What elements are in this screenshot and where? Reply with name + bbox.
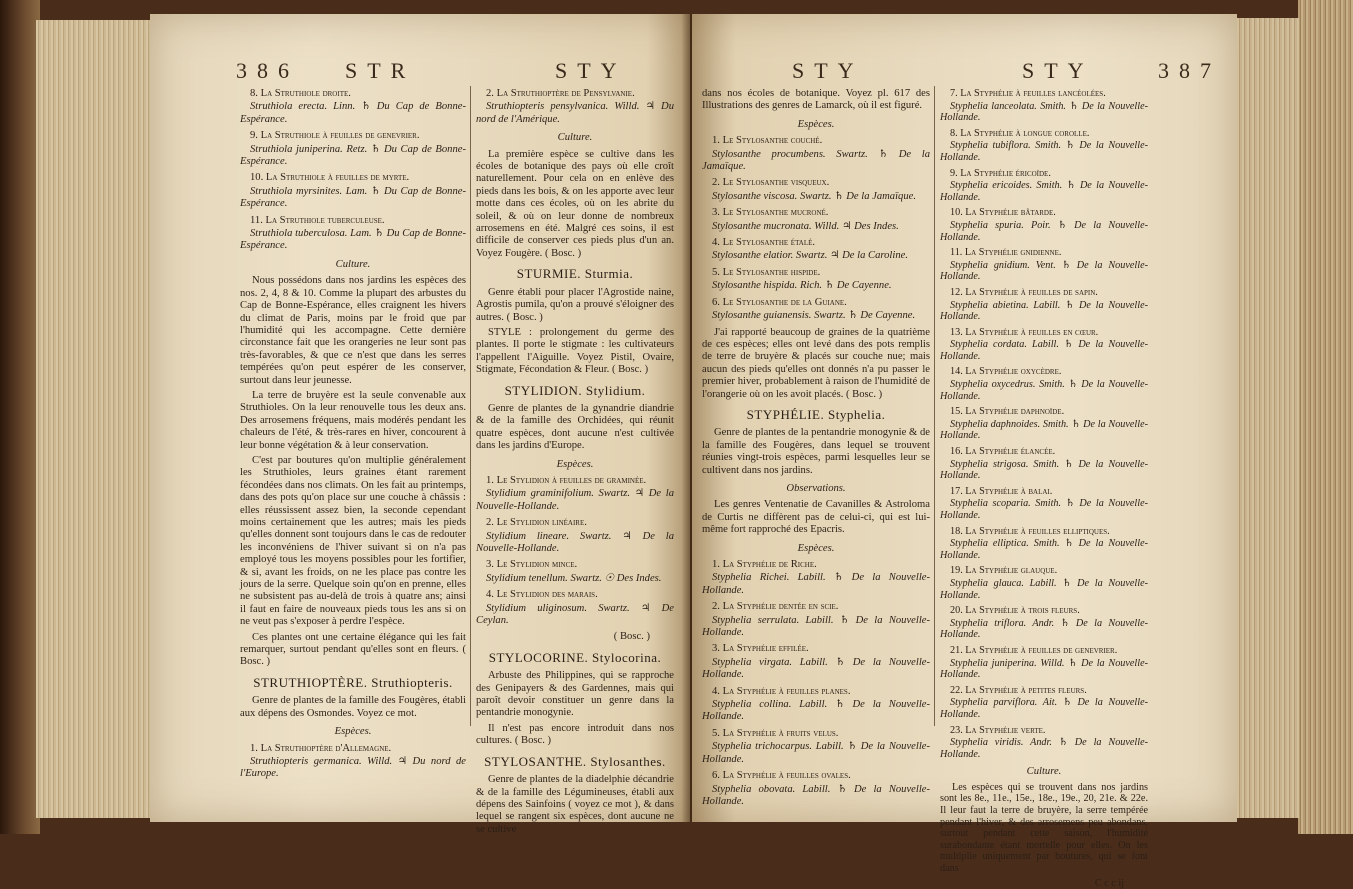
species-latin: Styphelia trichocarpus. Labill. ♄ De la Nouvelle-Hollande. <box>702 741 930 765</box>
culture-heading: Culture. <box>1026 766 1062 778</box>
species-entry: 6. Le Stylosanthe de la Guiane. <box>712 296 847 308</box>
species-latin: Styphelia gnidium. Vent. ♄ De la Nouvelle-Hollande. <box>940 259 1148 283</box>
stylocorine-body: Arbuste des Philippines, qui se rapproche des Genipayers & des Gardennes, mais qui paroît devoir constituer un genre dans la pentandrie monogynie. <box>476 670 674 719</box>
species-latin: Styphelia glauca. Labill. ♄ De la Nouvelle-Hollande. <box>940 577 1148 601</box>
species-entry: 10. La Styphélie bâtarde. <box>950 207 1056 219</box>
species-entry: 1. Le Stylidion à feuilles de graminée. <box>486 474 647 486</box>
species-latin: Styphelia daphnoides. Smith. ♄ De la Nouvelle-Hollande. <box>940 418 1148 442</box>
species-latin: Styphelia parviflora. Ait. ♄ De la Nouvelle-Hollande. <box>940 697 1148 720</box>
species-entry: 4. Le Stylosanthe étalé. <box>712 237 816 249</box>
continued-text: dans nos écoles de botanique. Voyez pl. 617 des Illustrations des genres de Lamarck, où il est figuré. <box>702 88 930 112</box>
sturmie-body: Genre établi pour placer l'Agrostide naine, Agrostis pumila, qu'on a prouvé s'éloigner des autres. ( Bosc. ) <box>476 286 674 323</box>
page-stack-left <box>36 20 152 818</box>
stylidion-body: Genre de plantes de la gynandrie diandrie & de la famille des Orchidées, qui réunit quatre espèces, dont aucune n'est cultivée dans les jardins d'Europe. <box>476 402 674 452</box>
species-entry: 9. La Styphélie éricoïde. <box>950 167 1051 179</box>
species-entry: 8. La Struthiole droite. <box>250 88 351 99</box>
species-latin: Stylidium lineare. Swartz. ♃ De la Nouvelle-Hollande. <box>476 530 674 554</box>
species-latin: Styphelia obovata. Labill. ♄ De la Nouvelle-Hollande. <box>702 783 930 807</box>
right-page-column-1 <box>702 88 930 812</box>
culture-heading: Culture. <box>557 132 593 144</box>
species-latin: Stylidium graminifolium. Swartz. ♃ De la Nouvelle-Hollande. <box>476 488 674 512</box>
book-cover-left <box>0 0 40 834</box>
species-latin: Stylosanthe mucronata. Willd. ♃ Des Indes. <box>712 220 899 232</box>
species-entry: 15. La Styphélie daphnoïde. <box>950 406 1065 418</box>
species-entry: 2. La Styphélie dentée en scie. <box>712 601 839 613</box>
species-latin: Styphelia virgata. Labill. ♄ De la Nouvelle-Hollande. <box>702 656 930 681</box>
stylidion-heading: STYLIDION. Stylidium. <box>504 382 646 398</box>
species-latin: Styphelia ericoides. Smith. ♄ De la Nouvelle-Hollande. <box>940 180 1148 203</box>
species-latin: Stylosanthe viscosa. Swartz. ♄ De la Jamaïque. <box>712 190 916 202</box>
species-entry: 4. Le Stylidion des marais. <box>486 589 598 601</box>
species-entry: 9. La Struthiole à feuilles de genevrier. <box>250 130 420 142</box>
species-latin: Stylosanthe procumbens. Swartz. ♄ De la Jamaïque. <box>702 148 930 173</box>
species-entry: 16. La Styphélie élancée. <box>950 446 1056 458</box>
species-entry: 13. La Styphélie à feuilles en cœur. <box>950 326 1099 338</box>
left-page-column-1 <box>240 88 466 785</box>
observations-body: Les genres Ventenatie de Cavanilles & Astroloma de Curtis ne diffèrent pas de celui-ci, qui est lui-même fort rapproché des Epacris. <box>702 499 930 536</box>
species-entry: 5. La Styphélie à fruits velus. <box>712 727 839 739</box>
species-entry: 1. La Styphélie de Riche. <box>712 559 817 570</box>
species-latin: Styphelia lanceolata. Smith. ♄ De la Nouvelle-Hollande. <box>940 100 1148 124</box>
species-latin: Struthiopteris germanica. Willd. ♃ Du nord de l'Europe. <box>240 755 466 780</box>
culture-body: La première espèce se cultive dans les écoles de botanique des pays où elle croît naturellement. Pour cela on en enlève des pieds dans les bois, & on les apporte avec leur motte dans ces écoles, où on les abrite du soleil, & où on leur donne de nombreux arrosemens en été. Malgré ces soins, il est difficile de conserver ces pieds plus d'un an. Voyez Fougère. ( Bosc. ) <box>476 148 674 259</box>
species-latin: Stylidium tenellum. Swartz. ☉ Des Indes. <box>486 572 662 584</box>
stylosanthe-body: Genre de plantes de la diadelphie décandrie & de la famille des Légumineuses, établi aux dépens des Sainfoins ( voyez ce mot ), & dans lequel se rangent six espèces, dont aucune ne se cultive <box>476 774 674 835</box>
stylosanthe-note: J'ai rapporté beaucoup de graines de la quatrième de ces espèces; elles ont levé dans des pots remplis de terre de bruyère & placés sur couche nue; mais aucun des pieds qu'elles ont donnés n'a pu passer le premier hiver, probablement à raison de l'humidité de l'orangerie où on les avoit placés. ( Bosc. ) <box>702 326 930 400</box>
species-latin: Styphelia elliptica. Smith. ♄ De la Nouvelle-Hollande. <box>940 538 1148 561</box>
species-latin: Styphelia viridis. Andr. ♄ De la Nouvelle-Hollande. <box>940 737 1148 760</box>
running-head-right: STY <box>1022 58 1094 83</box>
species-entry: 8. La Styphélie à longue corolle. <box>950 127 1090 139</box>
running-head-right: STY <box>555 58 627 83</box>
styphelie-body: Genre de plantes de la pentandrie monogynie & de la famille des Fougères, dans lequel se trouvent réunies vingt-trois espèces, parmi lesquelles leur se cultivent dans nos jardins. <box>702 427 930 476</box>
running-head-left: STY <box>792 58 864 83</box>
species-entry: 21. La Styphélie à feuilles de genevrier. <box>950 644 1118 656</box>
page-stack-right <box>1237 18 1299 818</box>
species-entry: 11. La Styphélie gnidienne. <box>950 247 1062 259</box>
species-latin: Styphelia abietina. Labill. ♄ De la Nouvelle-Hollande. <box>940 299 1148 323</box>
species-entry: 20. La Styphélie à trois fleurs. <box>950 605 1080 617</box>
running-head-left: STR <box>345 58 416 83</box>
culture-heading: Culture. <box>335 258 371 270</box>
species-entry: 2. Le Stylidion linéaire. <box>486 517 587 529</box>
culture-paragraph: Ces plantes ont une certaine élégance qui les fait remarquer, surtout pendant qu'elles sont en fleurs. ( Bosc. ) <box>240 631 466 668</box>
species-latin: Styphelia collina. Labill. ♄ De la Nouvelle-Hollande. <box>702 699 930 723</box>
species-entry: 3. La Styphélie effilée. <box>712 643 809 655</box>
especes-heading: Espèces. <box>334 726 372 738</box>
especes-heading: Espèces. <box>797 118 835 130</box>
species-entry: 7. La Styphélie à feuilles lancéolées. <box>950 88 1106 99</box>
sturmie-heading: STURMIE. Sturmia. <box>516 266 634 282</box>
species-latin: Styphelia tubiflora. Smith. ♄ De la Nouvelle-Hollande. <box>940 140 1148 163</box>
species-latin: Struthiola tuberculosa. Lam. ♄ Du Cap de Bonne-Espérance. <box>240 228 466 252</box>
page-number-right: 387 <box>1158 58 1221 83</box>
species-entry: 18. La Styphélie à feuilles elliptiques. <box>950 525 1110 537</box>
right-page-column-2 <box>940 88 1148 889</box>
species-latin: Struthiopteris pensylvanica. Willd. ♃ Du nord de l'Amérique. <box>476 101 674 125</box>
species-entry: 11. La Struthiole tuberculeuse. <box>250 214 385 226</box>
struthioptere-body: Genre de plantes de la famille des Fougères, établi aux dépens des Osmondes. Voyez ce mot. <box>240 695 466 719</box>
observations-heading: Observations. <box>786 482 846 494</box>
species-latin: Styphelia oxycedrus. Smith. ♄ De la Nouvelle-Hollande. <box>940 379 1148 402</box>
species-latin: Stylidium uliginosum. Swartz. ♃ De Ceylan. <box>476 602 674 627</box>
especes-heading: Espèces. <box>797 542 835 554</box>
species-latin: Struthiola myrsinites. Lam. ♄ Du Cap de Bonne-Espérance. <box>240 185 466 210</box>
species-latin: Styphelia triflora. Andr. ♄ De la Nouvelle-Hollande. <box>940 617 1148 641</box>
species-latin: Styphelia juniperina. Willd. ♄ De la Nouvelle-Hollande. <box>940 657 1148 681</box>
page-number-left: 386 <box>236 58 299 83</box>
species-latin: Stylosanthe hispida. Rich. ♄ De Cayenne. <box>712 280 892 292</box>
culture-paragraph: La terre de bruyère est la seule convenable aux Struthioles. On la leur renouvelle tous les deux ans. Des arrosemens fréquens, mais modérés pendant les chaleurs de l'été, & très-rares en hiver, concourent à leur bonne végétation & à leur conservation. <box>240 389 466 451</box>
species-entry: 19. La Styphélie glauque. <box>950 565 1058 577</box>
species-entry: 12. La Styphélie à feuilles de sapin. <box>950 286 1098 298</box>
species-entry: 3. Le Stylosanthe mucroné. <box>712 207 829 219</box>
column-rule <box>470 86 471 726</box>
book-cover-right <box>1298 0 1353 834</box>
species-entry: 1. La Struthioptère d'Allemagne. <box>250 742 392 754</box>
culture-paragraph: C'est par boutures qu'on multiplie généralement les Struthioles, leurs graines étant rarement fécondées dans nos climats. On les fait au printemps, dans des pots qu'on place sur une couche à châssis : elles réussissent assez bien, la seconde cependant moins certainement que les autres; mais les pieds qu'elles donnent sont toujours dans le cas de redouter les inconvéniens de l'hiver suivant si on n'a pas employé tous les moyens possibles pour les fortifier, & si, avant les froids, on ne les place pas contre les jours de la serre. Quelque soin qu'on en prenne, elles ne subsistent pas au-delà de trois à quatre ans; ainsi il faut en faire de nouveaux pieds tous les ans si on ne veut pas s'exposer à perdre l'espèce. <box>240 454 466 628</box>
species-entry: 6. La Styphélie à feuilles ovales. <box>712 770 851 782</box>
struthioptere-heading: STRUTHIOPTÈRE. Struthiopteris. <box>253 674 453 690</box>
stylocorine-body-2: Il n'est pas encore introduit dans nos cultures. ( Bosc. ) <box>476 722 674 747</box>
species-latin: Struthiola erecta. Linn. ♄ Du Cap de Bonne-Espérance. <box>240 101 466 125</box>
species-entry: 17. La Styphélie à balai. <box>950 485 1053 497</box>
species-entry: 10. La Struthiole à feuilles de myrte. <box>250 172 410 184</box>
species-entry: 4. La Styphélie à feuilles planes. <box>712 685 851 697</box>
styphelie-heading: STYPHÉLIE. Styphelia. <box>746 406 886 422</box>
species-latin: Styphelia cordata. Labill. ♄ De la Nouvelle-Hollande. <box>940 339 1148 362</box>
species-latin: Styphelia spuria. Poir. ♄ De la Nouvelle-Hollande. <box>940 219 1148 243</box>
left-page-column-2 <box>476 88 674 839</box>
stylocorine-heading: STYLOCORINE. Stylocorina. <box>488 649 662 665</box>
species-latin: Styphelia scoparia. Smith. ♄ De la Nouvelle-Hollande. <box>940 498 1148 521</box>
style-body: STYLE : prolongement du germe des plantes. Il porte le stigmate : les cultivateurs l'appellent l'Aiguille. Voyez Pistil, Ovaire, Stigmate, Fécondation & Fleur. ( Bosc. ) <box>476 326 674 376</box>
species-entry: 2. La Struthioptère de Pensylvanie. <box>486 88 635 99</box>
species-entry: 1. Le Stylosanthe couché. <box>712 135 823 147</box>
right-page <box>692 14 1237 889</box>
species-entry: 2. Le Stylosanthe visqueux. <box>712 177 830 189</box>
stylosanthe-heading: STYLOSANTHE. Stylosanthes. <box>484 753 666 769</box>
species-entry: 3. Le Stylidion mince. <box>486 559 578 571</box>
species-latin: Struthiola juniperina. Retz. ♄ Du Cap de Bonne-Espérance. <box>240 143 466 168</box>
species-latin: Stylosanthe guianensis. Swartz. ♄ De Cayenne. <box>712 310 916 322</box>
species-latin: Styphelia Richei. Labill. ♄ De la Nouvelle-Hollande. <box>702 572 930 596</box>
especes-heading: Espèces. <box>556 458 594 470</box>
species-entry: 14. La Styphélie oxycèdre. <box>950 366 1062 378</box>
species-entry: 5. Le Stylosanthe hispide. <box>712 266 821 278</box>
culture-body: Les espèces qui se trouvent dans nos jardins sont les 8e., 11e., 15e., 18e., 19e., 20, 21e. & 22e. Il leur faut la terre de bruyère, la serre tempérée pendant l'hiver, & des arrosemens peu abondans, surtout pendant cette saison, l'humidité surabondante étant mortelle pour elles. On les multiplie uniquement par boutures, qui se font dans <box>940 781 1148 875</box>
species-entry: 22. La Styphélie à petites fleurs. <box>950 684 1087 696</box>
left-page <box>150 14 690 835</box>
culture-paragraph: Nous possédons dans nos jardins les espèces des nos. 2, 4, 8 & 10. Comme la plupart des arbustes du Cap de Bonne-Espérance, elles craignent les hivers du climat de Paris, moins par le froid que par l'humidité qui les accompagne. Cette dernière circonstance fait que les orangeries ne leur sont pas très-favorables, & que ce n'est que dans les serres tempérées qu'on peut espérer de les conserver, surtout dans leur jeunesse. <box>240 275 466 386</box>
species-latin: Stylosanthe elatior. Swartz. ♃ De la Caroline. <box>712 250 908 262</box>
species-entry: 23. La Styphélie verte. <box>950 724 1046 736</box>
author-signature: ( Bosc. ) <box>613 631 650 643</box>
species-latin: Styphelia strigosa. Smith. ♄ De la Nouvelle-Hollande. <box>940 458 1148 482</box>
species-latin: Styphelia serrulata. Labill. ♄ De la Nouvelle-Hollande. <box>702 614 930 639</box>
signature-mark: C c c ij <box>1094 877 1124 889</box>
column-rule <box>934 86 935 726</box>
